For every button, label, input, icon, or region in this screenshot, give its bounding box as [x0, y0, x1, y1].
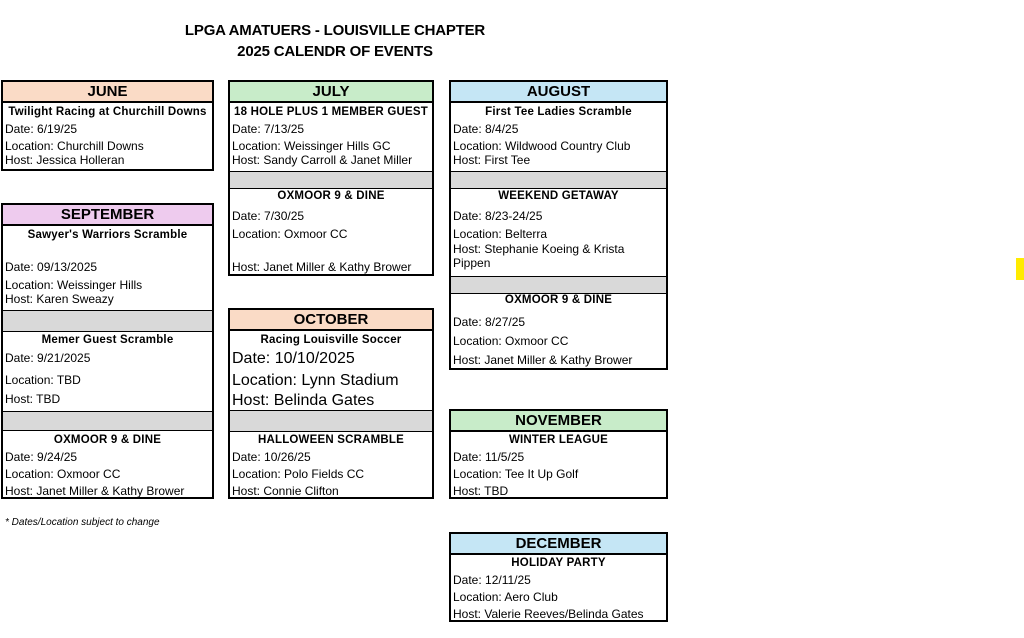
event-location: Location: Oxmoor CC	[232, 227, 348, 241]
month-header-december: DECEMBER	[451, 534, 666, 555]
event-separator	[3, 411, 212, 431]
event-host: Host: Valerie Reeves/Belinda Gates	[453, 607, 644, 621]
event-date: Date: 9/24/25	[5, 450, 78, 464]
event-date: Date: 10/26/25	[232, 450, 311, 464]
month-box-december	[449, 532, 668, 622]
event-location: Location: Weissinger Hills GC	[232, 139, 391, 153]
event-host: Host: TBD	[5, 392, 61, 406]
event-name: OXMOOR 9 & DINE	[277, 190, 385, 202]
month-box-august	[449, 80, 668, 370]
event-date: Date: 9/21/2025	[5, 351, 91, 365]
event-name: First Tee Ladies Scramble	[485, 106, 632, 118]
event-name: Twilight Racing at Churchill Downs	[8, 106, 207, 118]
event-host: Host: Janet Miller & Kathy Brower	[453, 353, 633, 367]
event-location: Location: Churchill Downs	[5, 139, 144, 153]
footnote: * Dates/Location subject to change	[5, 517, 160, 528]
event-host: Host: Belinda Gates	[232, 392, 375, 409]
event-location: Location: TBD	[5, 373, 81, 387]
event-location: Location: Tee It Up Golf	[453, 467, 579, 481]
event-host: Host: First Tee	[453, 153, 531, 167]
month-header-august: AUGUST	[451, 82, 666, 103]
month-box-october	[228, 308, 434, 499]
month-box-july	[228, 80, 434, 276]
event-date: Date: 10/10/2025	[232, 350, 355, 367]
event-separator	[451, 171, 666, 189]
event-separator	[451, 276, 666, 294]
event-date: Date: 6/19/25	[5, 122, 78, 136]
event-date: Date: 8/23-24/25	[453, 209, 543, 223]
event-name: Memer Guest Scramble	[41, 334, 174, 346]
event-date: Date: 7/13/25	[232, 122, 305, 136]
month-header-october: OCTOBER	[230, 310, 432, 331]
event-location: Location: Wildwood Country Club	[453, 139, 631, 153]
event-date: Date: 8/27/25	[453, 315, 526, 329]
event-date: Date: 7/30/25	[232, 209, 305, 223]
month-header-july: JULY	[230, 82, 432, 103]
event-location: Location: Belterra	[453, 227, 548, 241]
event-name: WEEKEND GETAWAY	[498, 190, 619, 202]
event-host: Host: Karen Sweazy	[5, 292, 114, 306]
event-name: WINTER LEAGUE	[508, 434, 609, 446]
event-location: Location: Oxmoor CC	[5, 467, 121, 481]
month-header-november: NOVEMBER	[451, 411, 666, 432]
event-host: Host: Janet Miller & Kathy Brower	[232, 260, 412, 274]
event-name: 18 HOLE PLUS 1 MEMBER GUEST	[234, 106, 428, 118]
month-header-june: JUNE	[3, 82, 212, 103]
event-location: Location: Lynn Stadium	[232, 372, 399, 389]
event-date: Date: 11/5/25	[453, 450, 525, 464]
event-location: Location: Weissinger Hills	[5, 278, 143, 292]
event-date: Date: 8/4/25	[453, 122, 519, 136]
event-location: Location: Polo Fields CC	[232, 467, 365, 481]
event-separator	[230, 171, 432, 189]
month-header-september: SEPTEMBER	[3, 205, 212, 226]
event-separator	[230, 410, 432, 432]
event-name: Racing Louisville Soccer	[260, 334, 402, 346]
event-location: Location: Oxmoor CC	[453, 334, 569, 348]
event-name: Sawyer's Warriors Scramble	[27, 229, 188, 241]
event-host: Host: Sandy Carroll & Janet Miller	[232, 153, 413, 167]
document-title: LPGA AMATUERS - LOUISVILLE CHAPTER	[184, 22, 486, 39]
event-host: Host: Jessica Holleran	[5, 153, 125, 167]
event-host: Host: TBD	[453, 484, 509, 498]
event-host: Host: Janet Miller & Kathy Brower	[5, 484, 185, 498]
month-box-june	[1, 80, 214, 171]
event-host: Host: Connie Clifton	[232, 484, 339, 498]
event-separator	[3, 310, 212, 332]
event-name: HOLIDAY PARTY	[511, 557, 606, 569]
document-subtitle: 2025 CALENDR OF EVENTS	[237, 43, 433, 60]
cell-highlight-marker	[1016, 258, 1024, 280]
event-name: HALLOWEEN SCRAMBLE	[257, 434, 405, 446]
month-box-november	[449, 409, 668, 499]
month-box-september	[1, 203, 214, 499]
event-date: Date: 12/11/25	[453, 573, 531, 587]
event-date: Date: 09/13/2025	[5, 260, 98, 274]
event-name: OXMOOR 9 & DINE	[53, 434, 162, 446]
event-name: OXMOOR 9 & DINE	[504, 294, 613, 306]
event-host: Host: Stephanie Koeing & Krista Pippen	[453, 242, 625, 270]
event-location: Location: Aero Club	[453, 590, 558, 604]
